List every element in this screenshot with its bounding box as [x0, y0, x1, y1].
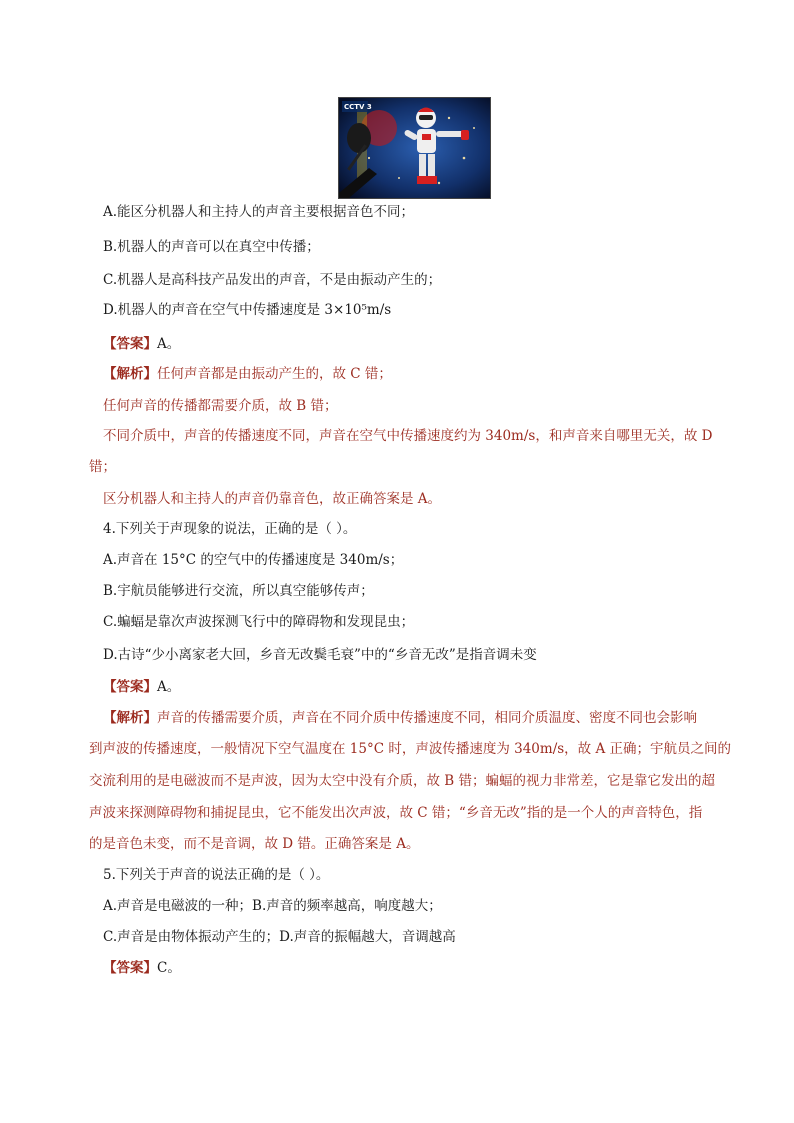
analysis-label: 【解析】 — [103, 366, 157, 382]
q4-option-a: A.声音在 15°C 的空气中的传播速度是 340m/s； — [103, 552, 404, 568]
answer-value: A。 — [157, 679, 181, 695]
q4-option-c: C.蝙蝠是靠次声波探测飞行中的障碍物和发现昆虫； — [103, 614, 415, 630]
answer-label: 【答案】 — [103, 679, 157, 695]
q4-analysis-line-1: 【解析】声音的传播需要介质，声音在不同介质中传播速度不同，相同介质温度、密度不同也会影响 — [103, 710, 697, 726]
q5-option-line-2: C.声音是由物体振动产生的；D.声音的振幅越大，音调越高 — [103, 929, 456, 945]
robot-photo-icon — [339, 98, 490, 198]
q3-analysis-line-1: 【解析】任何声音都是由振动产生的，故 C 错； — [103, 366, 392, 382]
q4-analysis-line-2: 到声波的传播速度，一般情况下空气温度在 15°C 时，声波传播速度为 340m/s，故 A 正确；宇航员之间的 — [89, 741, 732, 757]
q4-stem: 4.下列关于声现象的说法，正确的是（ ）。 — [103, 521, 357, 537]
q4-answer — [103, 677, 180, 697]
q4-option-d: D.古诗“少小离家老大回，乡音无改鬓毛衰”中的“乡音无改”是指音调未变 — [103, 647, 537, 663]
q3-answer — [103, 334, 180, 354]
answer-label: 【答案】 — [103, 336, 157, 352]
q3-option-a: A.能区分机器人和主持人的声音主要根据音色不同； — [103, 204, 415, 220]
q3-analysis-line-2: 任何声音的传播都需要介质，故 B 错； — [103, 398, 338, 414]
answer-label: 【答案】 — [103, 960, 157, 976]
q5-stem: 5.下列关于声音的说法正确的是（ ）。 — [103, 867, 330, 883]
q4-analysis-line-5: 的是音色未变，而不是音调，故 D 错。正确答案是 A。 — [89, 836, 420, 852]
q3-option-c: C.机器人是高科技产品发出的声音，不是由振动产生的； — [103, 272, 442, 288]
robot-photo — [338, 97, 491, 199]
analysis-label: 【解析】 — [103, 710, 157, 726]
q3-analysis-line-5: 区分机器人和主持人的声音仍靠音色，故正确答案是 A。 — [103, 491, 442, 507]
q3-option-b: B.机器人的声音可以在真空中传播； — [103, 239, 320, 255]
q3-option-d: D.机器人的声音在空气中传播速度是 3×10⁵m/s — [103, 302, 392, 318]
q3-analysis-line-3: 不同介质中，声音的传播速度不同，声音在空气中传播速度约为 340m/s，和声音来自哪里无关，故 D — [103, 428, 713, 444]
q3-analysis-line-4: 错； — [89, 459, 116, 475]
q5-option-line-1: A.声音是电磁波的一种；B.声音的频率越高，响度越大； — [103, 898, 442, 914]
q4-analysis-line-4: 声波来探测障碍物和捕捉昆虫，它不能发出次声波，故 C 错；“乡音无改”指的是一个人的声音特色，指 — [89, 805, 703, 821]
q5-answer — [103, 958, 181, 978]
answer-value: A。 — [157, 336, 181, 352]
channel-logo: CCTV 3 — [344, 103, 372, 111]
q4-option-b: B.宇航员能够进行交流，所以真空能够传声； — [103, 583, 374, 599]
answer-value: C。 — [157, 960, 181, 976]
q4-analysis-line-3: 交流利用的是电磁波而不是声波，因为太空中没有介质，故 B 错；蝙蝠的视力非常差，它是靠它发出的超 — [89, 773, 716, 789]
